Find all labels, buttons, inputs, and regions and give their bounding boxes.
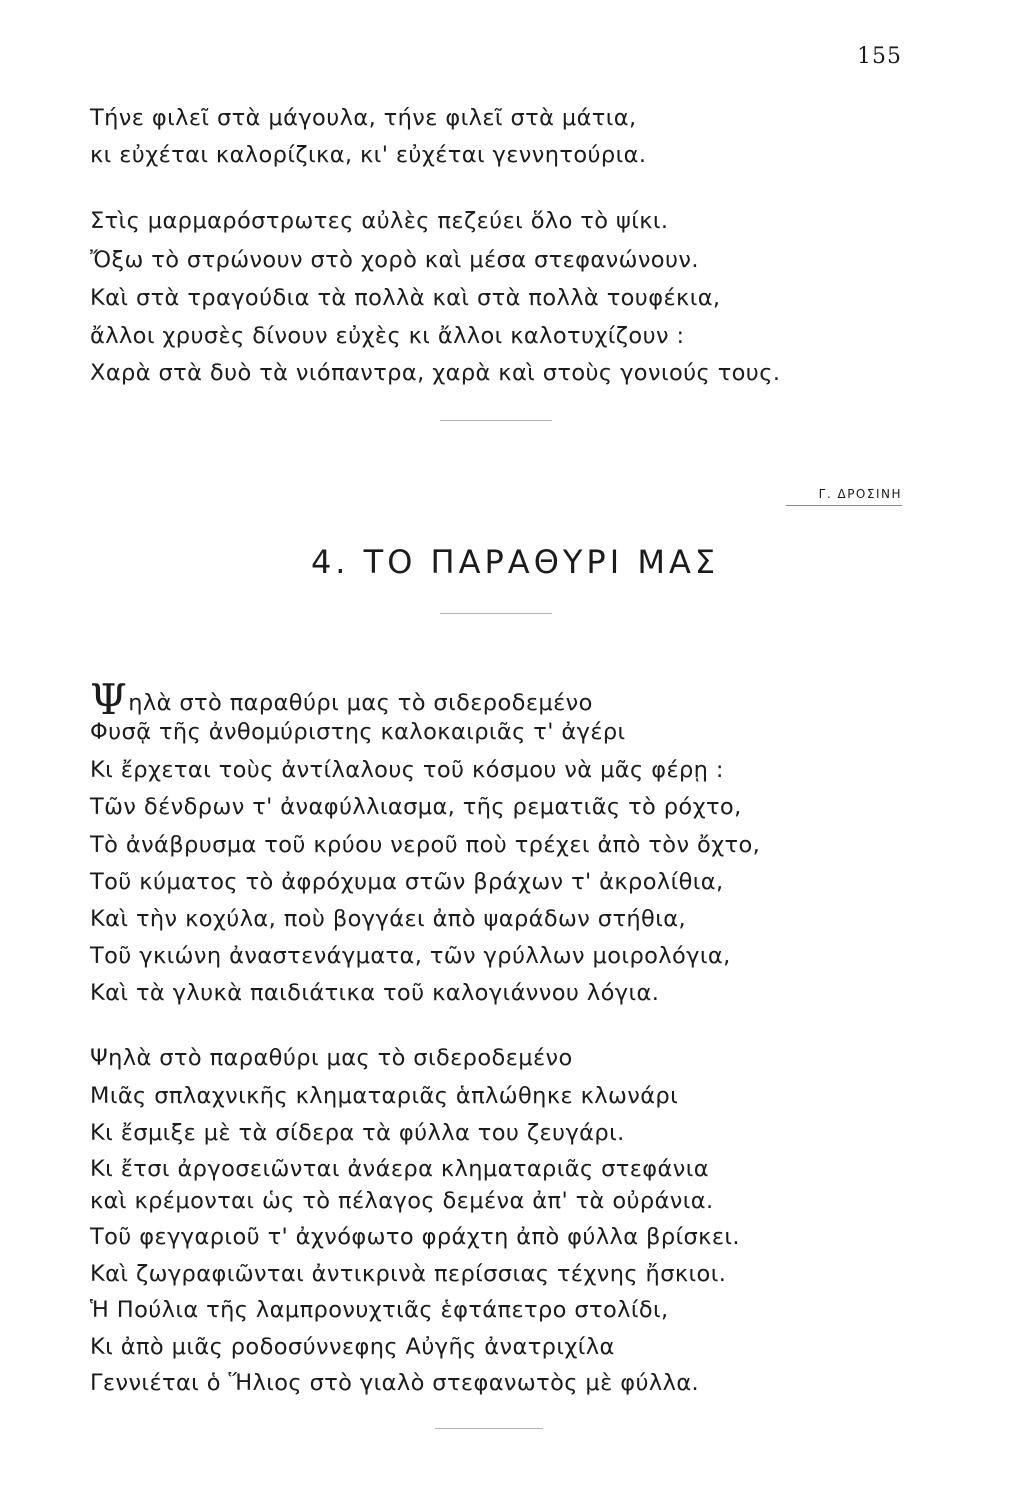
drop-cap: Ψ xyxy=(90,675,128,724)
section-divider xyxy=(440,420,552,421)
verse-line: Καὶ τὰ γλυκὰ παιδιάτικα τοῦ καλογιάννου λόγια. xyxy=(90,980,660,1006)
verse-line: Τοῦ φεγγαριοῦ τ' ἀχνόφωτο φράχτη ἀπὸ φύλλα βρίσκει. xyxy=(90,1224,740,1250)
verse-line: Καὶ ζωγραφιῶνται ἀντικρινὰ περίσσιας τέχνης ἤσκιοι. xyxy=(90,1261,727,1287)
verse-line: Στὶς μαρμαρόστρωτες αὐλὲς πεζεύει ὅλο τὸ ψίκι. xyxy=(90,208,669,234)
title-divider xyxy=(440,613,552,614)
author-signature: Γ. ΔΡΟΣΙΝΗ xyxy=(818,487,902,501)
first-line-text: ηλὰ στὸ παραθύρι μας τὸ σιδεροδεμένο xyxy=(128,690,593,716)
verse-line: Κι ἔρχεται τοὺς ἀντίλαλους τοῦ κόσμου νὰ μᾶς φέρῃ : xyxy=(90,757,724,783)
verse-line: Καὶ τὴν κοχύλα, ποὺ βογγάει ἀπὸ ψαράδων στήθια, xyxy=(90,906,687,932)
page-number: 155 xyxy=(857,44,902,69)
verse-line-first xyxy=(90,675,593,724)
verse-line: Τοῦ κύματος τὸ ἀφρόχυμα στῶν βράχων τ' ἀκρολίθια, xyxy=(90,869,724,895)
verse-line: Φυσᾷ τῆς ἀνθομύριστης καλοκαιριᾶς τ' ἀγέρι xyxy=(90,719,626,745)
verse-line: Κι ἔσμιξε μὲ τὰ σίδερα τὰ φύλλα του ζευγάρι. xyxy=(90,1120,625,1146)
end-divider xyxy=(435,1428,543,1429)
verse-line: Ἡ Πούλια τῆς λαμπρονυχτιᾶς ἑφτάπετρο στολίδι, xyxy=(90,1297,669,1323)
verse-line: Κι ἀπὸ μιᾶς ροδοσύννεφης Αὐγῆς ἀνατριχίλα xyxy=(90,1334,615,1360)
verse-line: Τοῦ γκιώνη ἀναστενάγματα, τῶν γρύλλων μοιρολόγια, xyxy=(90,943,731,969)
verse-line: Γεννιέται ὁ Ἥλιος στὸ γιαλὸ στεφανωτὸς μὲ φύλλα. xyxy=(90,1370,700,1396)
verse-line: καὶ κρέμονται ὡς τὸ πέλαγος δεμένα ἀπ' τὰ οὐράνια. xyxy=(90,1188,714,1214)
verse-line: Καὶ στὰ τραγούδια τὰ πολλὰ καὶ στὰ πολλὰ τουφέκια, xyxy=(90,285,721,311)
author-underline xyxy=(786,505,902,506)
verse-line: Χαρὰ στὰ δυὸ τὰ νιόπαντρα, χαρὰ καὶ στοὺς γονιούς τους. xyxy=(90,360,781,386)
verse-line: Τὸ ἀνάβρυσμα τοῦ κρύου νεροῦ ποὺ τρέχει ἀπὸ τὸν ὄχτο, xyxy=(90,832,761,858)
verse-line: Ὄξω τὸ στρώνουν στὸ χορὸ καὶ μέσα στεφανώνουν. xyxy=(90,247,699,273)
poem-title: 4. ΤΟ ΠΑΡΑΘΥΡΙ ΜΑΣ xyxy=(310,543,720,581)
verse-line: Κι ἔτσι ἀργοσειῶνται ἀνάερα κληματαριᾶς στεφάνια xyxy=(90,1156,709,1182)
verse-line: Ψηλὰ στὸ παραθύρι μας τὸ σιδεροδεμένο xyxy=(90,1045,573,1071)
verse-line: Τήνε φιλεῖ στὰ μάγουλα, τήνε φιλεῖ στὰ μάτια, xyxy=(90,105,637,131)
verse-line: Μιᾶς σπλαχνικῆς κληματαριᾶς ἁπλώθηκε κλωνάρι xyxy=(90,1083,679,1109)
verse-line: Τῶν δένδρων τ' ἀναφύλλιασμα, τῆς ρεματιᾶς τὸ ρόχτο, xyxy=(90,794,742,820)
verse-line: ἄλλοι χρυσὲς δίνουν εὐχὲς κι ἄλλοι καλοτυχίζουν : xyxy=(90,323,685,349)
verse-line: κι εὐχέται καλορίζικα, κι' εὐχέται γεννητούρια. xyxy=(90,142,647,168)
